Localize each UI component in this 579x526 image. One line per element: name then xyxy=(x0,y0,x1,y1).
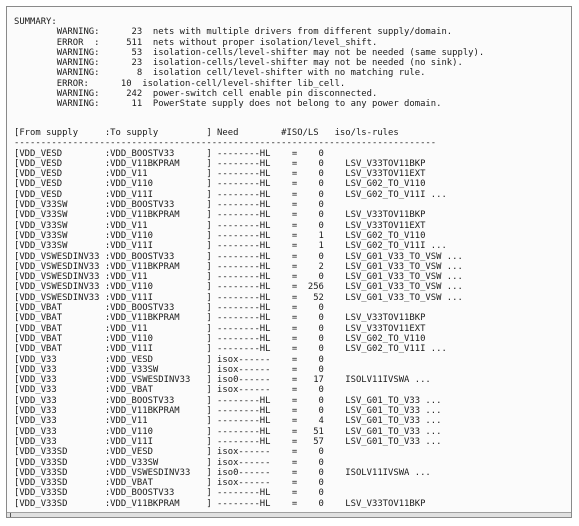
summary-row: WARNING: 53 isolation-cells/level-shifter may not be needed (same supply). xyxy=(14,47,485,58)
table-row: [VDD_V33SD :VDD_VESD ] isox------ = 0 xyxy=(14,447,324,458)
table-row: [VDD_VSWESDINV33 :VDD_V110 ] --------HL = 256 LSV_G01_V33_TO_VSW ... xyxy=(14,282,463,293)
table-header: [From supply :To supply ] Need #ISO/LS iso/ls-rules xyxy=(14,128,399,138)
table-row: [VDD_V33SW :VDD_V11 ] --------HL = 0 LSV_V33TOV11EXT xyxy=(14,220,426,231)
table-row: [VDD_VESD :VDD_BOOSTV33 ] --------HL = 0 xyxy=(14,148,324,159)
table-row: [VDD_VBAT :VDD_V11BKPRAM ] --------HL = 0 LSV_V33TOV11BKP xyxy=(14,313,426,324)
table-row: [VDD_V33 :VDD_V33SW ] isox------ = 0 xyxy=(14,364,324,375)
scroll-left-icon[interactable] xyxy=(10,513,17,517)
table-row: [VDD_VESD :VDD_V11I ] --------HL = 0 LSV_G02_TO_V11I ... xyxy=(14,189,447,200)
report-text-panel xyxy=(6,6,572,518)
horizontal-scrollbar[interactable] xyxy=(7,512,572,517)
summary-row: WARNING: 11 PowerState supply does not belong to any power domain. xyxy=(14,99,442,110)
table-row: [VDD_V33SW :VDD_V11BKPRAM ] --------HL = 0 LSV_V33TOV11BKP xyxy=(14,210,426,221)
table-row: [VDD_V33SD :VDD_V11BKPRAM ] --------HL = 0 LSV_V33TOV11BKP xyxy=(14,498,426,509)
table-row: [VDD_V33SW :VDD_BOOSTV33 ] --------HL = 0 xyxy=(14,200,324,211)
table-row: [VDD_V33 :VDD_BOOSTV33 ] --------HL = 0 LSV_G01_TO_V33 ... xyxy=(14,395,442,406)
summary-row: WARNING: 242 power-switch cell enable pin disconnected. xyxy=(14,89,378,100)
summary-row: ERROR : 511 nets without proper isolation/level_shift. xyxy=(14,37,378,48)
table-row: [VDD_V33SW :VDD_V110 ] --------HL = 1 LSV_G02_TO_V110 xyxy=(14,230,426,241)
table-row: [VDD_VBAT :VDD_V110 ] --------HL = 0 LSV_G02_TO_V110 xyxy=(14,333,426,344)
table-row: [VDD_VBAT :VDD_V11 ] --------HL = 0 LSV_V33TOV11EXT xyxy=(14,323,426,334)
table-row: [VDD_V33 :VDD_V110 ] --------HL = 51 LSV_G01_TO_V33 ... xyxy=(14,426,442,437)
table-body xyxy=(14,149,463,509)
table-row: [VDD_VBAT :VDD_BOOSTV33 ] --------HL = 0 xyxy=(14,303,324,314)
table-row: [VDD_VSWESDINV33 :VDD_BOOSTV33 ] --------HL = 0 LSV_G01_V33_TO_VSW ... xyxy=(14,251,463,262)
summary-row: ERROR: 10 isolation-cell/level-shifter lib_cell. xyxy=(14,78,346,89)
summary-title: SUMMARY: xyxy=(14,17,57,27)
table-row: [VDD_V33 :VDD_VSWESDINV33 ] iso0------ = 17 ISOLV11IVSWA ... xyxy=(14,375,431,386)
summary-row: WARNING: 23 isolation-cells/level-shifter may not be needed (no sink). xyxy=(14,58,463,69)
table-row: [VDD_VBAT :VDD_V11I ] --------HL = 0 LSV_G02_TO_V11I ... xyxy=(14,344,447,355)
table-row: [VDD_V33 :VDD_VESD ] isox------ = 0 xyxy=(14,354,324,365)
table-row: [VDD_V33SD :VDD_V33SW ] isox------ = 0 xyxy=(14,457,324,468)
table-row: [VDD_VESD :VDD_V11 ] --------HL = 0 LSV_V33TOV11EXT xyxy=(14,169,426,180)
summary-rows xyxy=(14,27,484,109)
table-row: [VDD_V33SW :VDD_V11I ] --------HL = 1 LSV_G02_TO_V11I ... xyxy=(14,241,447,252)
table-row: [VDD_V33 :VDD_VBAT ] isox------ = 0 xyxy=(14,385,324,396)
table-row: [VDD_VSWESDINV33 :VDD_V11 ] --------HL = 0 LSV_G01_V33_TO_VSW ... xyxy=(14,272,463,283)
table-row: [VDD_VESD :VDD_V110 ] --------HL = 0 LSV_G02_TO_V110 xyxy=(14,179,426,190)
table-row: [VDD_V33SD :VDD_BOOSTV33 ] --------HL = 0 xyxy=(14,488,324,499)
supply-table xyxy=(14,128,463,509)
summary-row: WARNING: 23 nets with multiple drivers from different supply/domain. xyxy=(14,27,453,38)
table-row: [VDD_V33 :VDD_V11 ] --------HL = 4 LSV_G01_TO_V33 ... xyxy=(14,416,442,427)
summary-row: WARNING: 8 isolation cell/level-shifter with no matching rule. xyxy=(14,68,426,79)
table-row: [VDD_V33SD :VDD_VSWESDINV33 ] iso0------ = 0 ISOLV11IVSWA ... xyxy=(14,467,431,478)
summary-section xyxy=(14,17,484,110)
table-row: [VDD_V33 :VDD_V11BKPRAM ] --------HL = 0 LSV_G01_TO_V33 ... xyxy=(14,406,442,417)
table-row: [VDD_VSWESDINV33 :VDD_V11BKPRAM ] --------HL = 2 LSV_G01_V33_TO_VSW ... xyxy=(14,261,463,272)
table-separator: ------------------------------------------------------------------------------- xyxy=(14,138,437,149)
table-row: [VDD_VESD :VDD_V11BKPRAM ] --------HL = 0 LSV_V33TOV11BKP xyxy=(14,158,426,169)
table-row: [VDD_V33SD :VDD_VBAT ] isox------ = 0 xyxy=(14,478,324,489)
table-row: [VDD_V33 :VDD_V11I ] --------HL = 57 LSV_G01_TO_V33 ... xyxy=(14,436,442,447)
table-row: [VDD_VSWESDINV33 :VDD_V11I ] --------HL = 52 LSV_G01_V33_TO_VSW ... xyxy=(14,292,463,303)
